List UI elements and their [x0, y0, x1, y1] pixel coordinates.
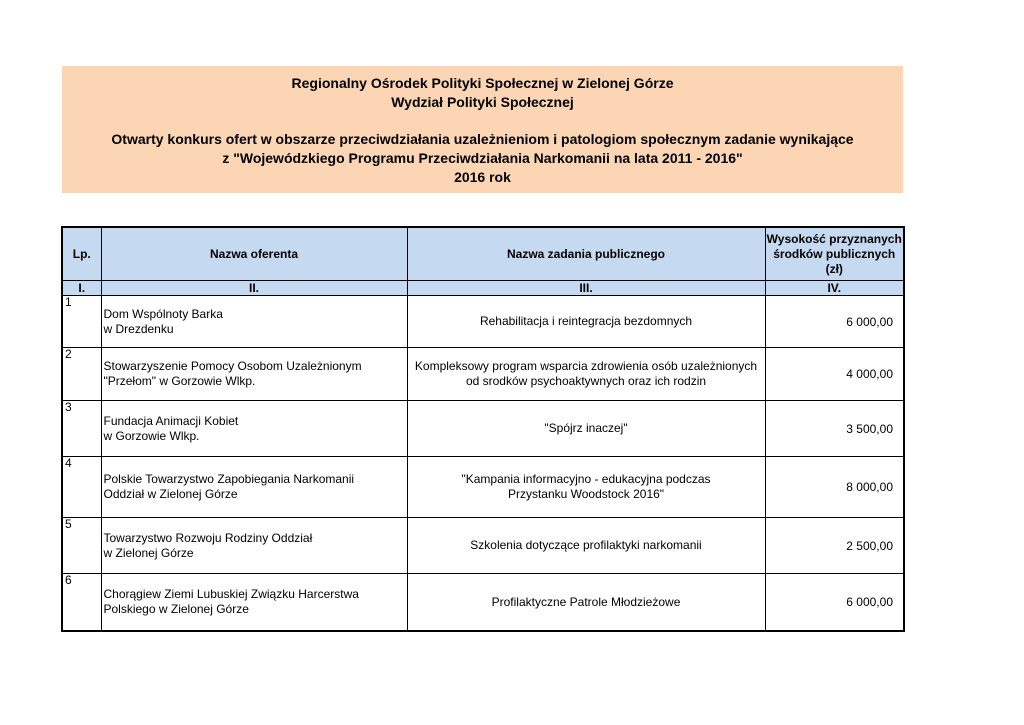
zadanie-line: Rehabilitacja i reintegracja bezdomnych [479, 314, 693, 328]
row-lp: 6 [62, 574, 101, 632]
col-header-oferent: Nazwa oferenta [101, 227, 407, 281]
roman-col-3: III. [407, 281, 765, 296]
row-kwota: 6 000,00 [765, 574, 904, 632]
zadanie-line: Przystanku Woodstock 2016" [507, 487, 665, 501]
oferent-line: Polskiego w Zielonej Górze [103, 602, 249, 616]
roman-col-1: I. [62, 281, 101, 296]
row-oferent [101, 457, 407, 518]
oferent-line: "Przełom" w Gorzowie Wlkp. [103, 374, 256, 388]
row-lp: 5 [62, 518, 101, 574]
zadanie-line: "Spójrz inaczej" [544, 421, 628, 435]
col-header-lp: Lp. [62, 227, 101, 281]
table-row [62, 574, 904, 632]
table-row [62, 296, 904, 348]
oferent-line: Polskie Towarzystwo Zapobiegania Narkomanii [103, 472, 355, 486]
row-zadanie [407, 296, 765, 348]
row-oferent [101, 348, 407, 401]
zadanie-line: Szkolenia dotyczące profilaktyki narkomanii [470, 538, 702, 552]
row-oferent [101, 296, 407, 348]
col-header-kwota-line3: (zł) [825, 261, 843, 276]
header-year: 2016 rok [454, 169, 511, 185]
grants-table [61, 226, 905, 632]
zadanie-line: "Kampania informacyjno - edukacyjna podczas [461, 472, 711, 486]
row-kwota: 2 500,00 [765, 518, 904, 574]
zadanie-line: Kompleksowy program wsparcia zdrowienia osób uzależnionych [414, 359, 758, 373]
row-kwota: 6 000,00 [765, 296, 904, 348]
document-header [62, 66, 903, 193]
col-header-zadanie: Nazwa zadania publicznego [407, 227, 765, 281]
header-contest-title: Otwarty konkurs ofert w obszarze przeciwdziałania uzależnieniom i patologiom społecznym zadanie wynikające [111, 131, 854, 147]
row-lp: 1 [62, 296, 101, 348]
table-row [62, 348, 904, 401]
row-zadanie [407, 348, 765, 401]
oferent-line: Chorągiew Ziemi Lubuskiej Związku Harcerstwa [103, 587, 359, 601]
oferent-line: Towarzystwo Rozwoju Rodziny Oddział [103, 530, 313, 545]
table-roman-row [62, 281, 904, 296]
row-lp: 3 [62, 401, 101, 457]
row-kwota: 8 000,00 [765, 457, 904, 518]
oferent-line: Dom Wspólnoty Barka [103, 306, 223, 321]
row-oferent [101, 401, 407, 457]
zadanie-line: Profilaktyczne Patrole Młodzieżowe [491, 594, 681, 609]
col-header-kwota-line1: Wysokość przyznanych [766, 231, 902, 246]
header-program-name: z "Wojewódzkiego Programu Przeciwdziałania Narkomanii na lata 2011 - 2016" [222, 150, 743, 166]
roman-col-2: II. [101, 281, 407, 296]
row-zadanie [407, 518, 765, 574]
row-lp: 2 [62, 348, 101, 401]
col-header-kwota-line2: środków publicznych [773, 246, 896, 261]
row-lp: 4 [62, 457, 101, 518]
table-row [62, 401, 904, 457]
table-row [62, 457, 904, 518]
row-zadanie [407, 574, 765, 632]
table-header-row [62, 227, 904, 281]
oferent-line: w Gorzowie Wlkp. [103, 428, 200, 443]
oferent-line: Oddział w Zielonej Górze [103, 487, 238, 501]
oferent-line: Fundacja Animacji Kobiet [103, 413, 239, 428]
row-oferent [101, 574, 407, 632]
table-row [62, 518, 904, 574]
row-zadanie [407, 457, 765, 518]
row-zadanie [407, 401, 765, 457]
header-organization: Regionalny Ośrodek Polityki Społecznej w Zielonej Górze [291, 75, 674, 91]
row-kwota: 4 000,00 [765, 348, 904, 401]
col-header-kwota [765, 227, 904, 281]
row-oferent [101, 518, 407, 574]
zadanie-line: od srodków psychoaktywnych oraz ich rodzin [465, 374, 707, 388]
oferent-line: w Drezdenku [103, 321, 174, 336]
header-department: Wydział Polityki Społecznej [391, 94, 574, 110]
roman-col-4: IV. [765, 281, 904, 296]
row-kwota: 3 500,00 [765, 401, 904, 457]
oferent-line: w Zielonej Górze [103, 545, 194, 560]
oferent-line: Stowarzyszenie Pomocy Osobom Uzależnionym [103, 359, 362, 373]
